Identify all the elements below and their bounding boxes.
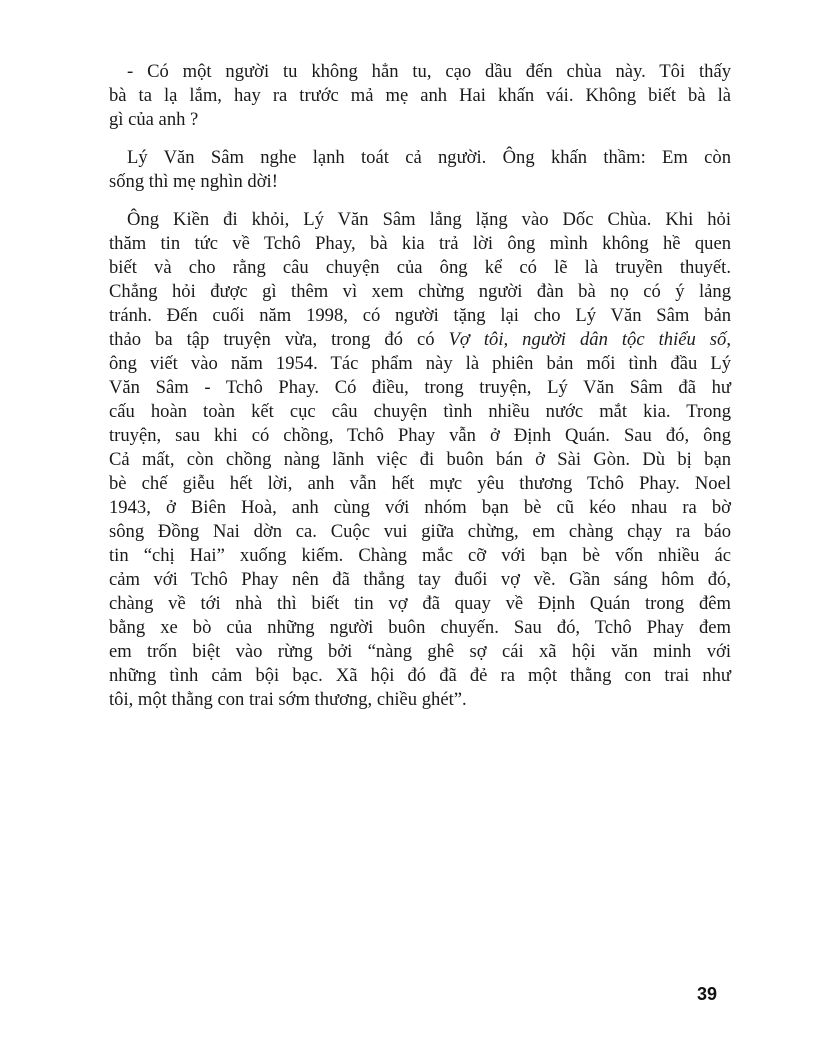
body-text <box>109 60 731 726</box>
text-segment: , <box>726 329 731 350</box>
text-line: Ông Kiền đi khỏi, Lý Văn Sâm lẳng lặng vào Dốc Chùa. Khi hỏi <box>127 209 731 230</box>
paragraph <box>109 60 731 132</box>
text-line: Chẳng hỏi được gì thêm vì xem chừng người đàn bà nọ có ý lảng <box>109 281 731 302</box>
text-line: những tình cảm bội bạc. Xã hội đó đã đẻ ra một thằng con trai như <box>109 665 731 686</box>
text-line: tin “chị Hai” xuống kiếm. Chàng mắc cỡ với bạn bè vốn nhiều ác <box>109 545 731 566</box>
text-line: tôi, một thằng con trai sớm thương, chiều ghét”. <box>109 689 467 710</box>
text-line: biết và cho rằng câu chuyện của ông kể có lẽ là truyền thuyết. <box>109 257 731 278</box>
text-line: 1943, ở Biên Hoà, anh cùng với nhóm bạn bè cũ kéo nhau ra bờ <box>109 497 731 518</box>
text-line: ông viết vào năm 1954. Tác phẩm này là phiên bản mối tình đầu Lý <box>109 353 731 374</box>
text-line: em trốn biệt vào rừng bởi “nàng ghê sợ cái xã hội văn minh với <box>109 641 731 662</box>
text-line: cấu hoàn toàn kết cục câu chuyện tình nhiều nước mắt kia. Trong <box>109 401 731 422</box>
text-segment: thảo ba tập truyện vừa, trong đó có <box>109 329 449 350</box>
text-line: - Có một người tu không hẳn tu, cạo dầu đến chùa này. Tôi thấy <box>127 61 731 82</box>
text-line: truyện, sau khi có chồng, Tchô Phay vẫn ở Định Quán. Sau đó, ông <box>109 425 731 446</box>
text-line: Lý Văn Sâm nghe lạnh toát cả người. Ông khấn thầm: Em còn <box>127 147 731 168</box>
text-line: bè chế giễu hết lời, anh vẫn hết mực yêu thương Tchô Phay. Noel <box>109 473 731 494</box>
paragraph <box>109 146 731 194</box>
text-line: cảm với Tchô Phay nên đã thẳng tay đuổi vợ về. Gần sáng hôm đó, <box>109 569 731 590</box>
page-number: 39 <box>697 984 718 1004</box>
text-line: bằng xe bò của những người buôn chuyến. Sau đó, Tchô Phay đem <box>109 617 731 638</box>
book-title-italic: Vợ tôi, người dân tộc thiểu số <box>448 329 727 350</box>
text-line: Cả mất, còn chồng nàng lãnh việc đi buôn bán ở Sài Gòn. Dù bị bạn <box>109 449 731 470</box>
text-line: Văn Sâm - Tchô Phay. Có điều, trong truyện, Lý Văn Sâm đã hư <box>109 377 731 398</box>
text-line: sống thì mẹ nghìn dời! <box>109 171 278 192</box>
text-line <box>109 328 731 352</box>
text-line: thăm tin tức về Tchô Phay, bà kia trả lời ông mình không hề quen <box>109 233 731 254</box>
text-line: sông Đồng Nai dờn ca. Cuộc vui giữa chừng, em chàng chạy ra báo <box>109 521 731 542</box>
paragraph <box>109 208 731 712</box>
text-line: gì của anh ? <box>109 109 199 130</box>
text-line: tránh. Đến cuối năm 1998, có người tặng lại cho Lý Văn Sâm bản <box>109 305 731 326</box>
text-line: chàng về tới nhà thì biết tin vợ đã quay về Định Quán trong đêm <box>109 593 731 614</box>
text-line: bà ta lạ lắm, hay ra trước mả mẹ anh Hai khấn vái. Không biết bà là <box>109 85 731 106</box>
